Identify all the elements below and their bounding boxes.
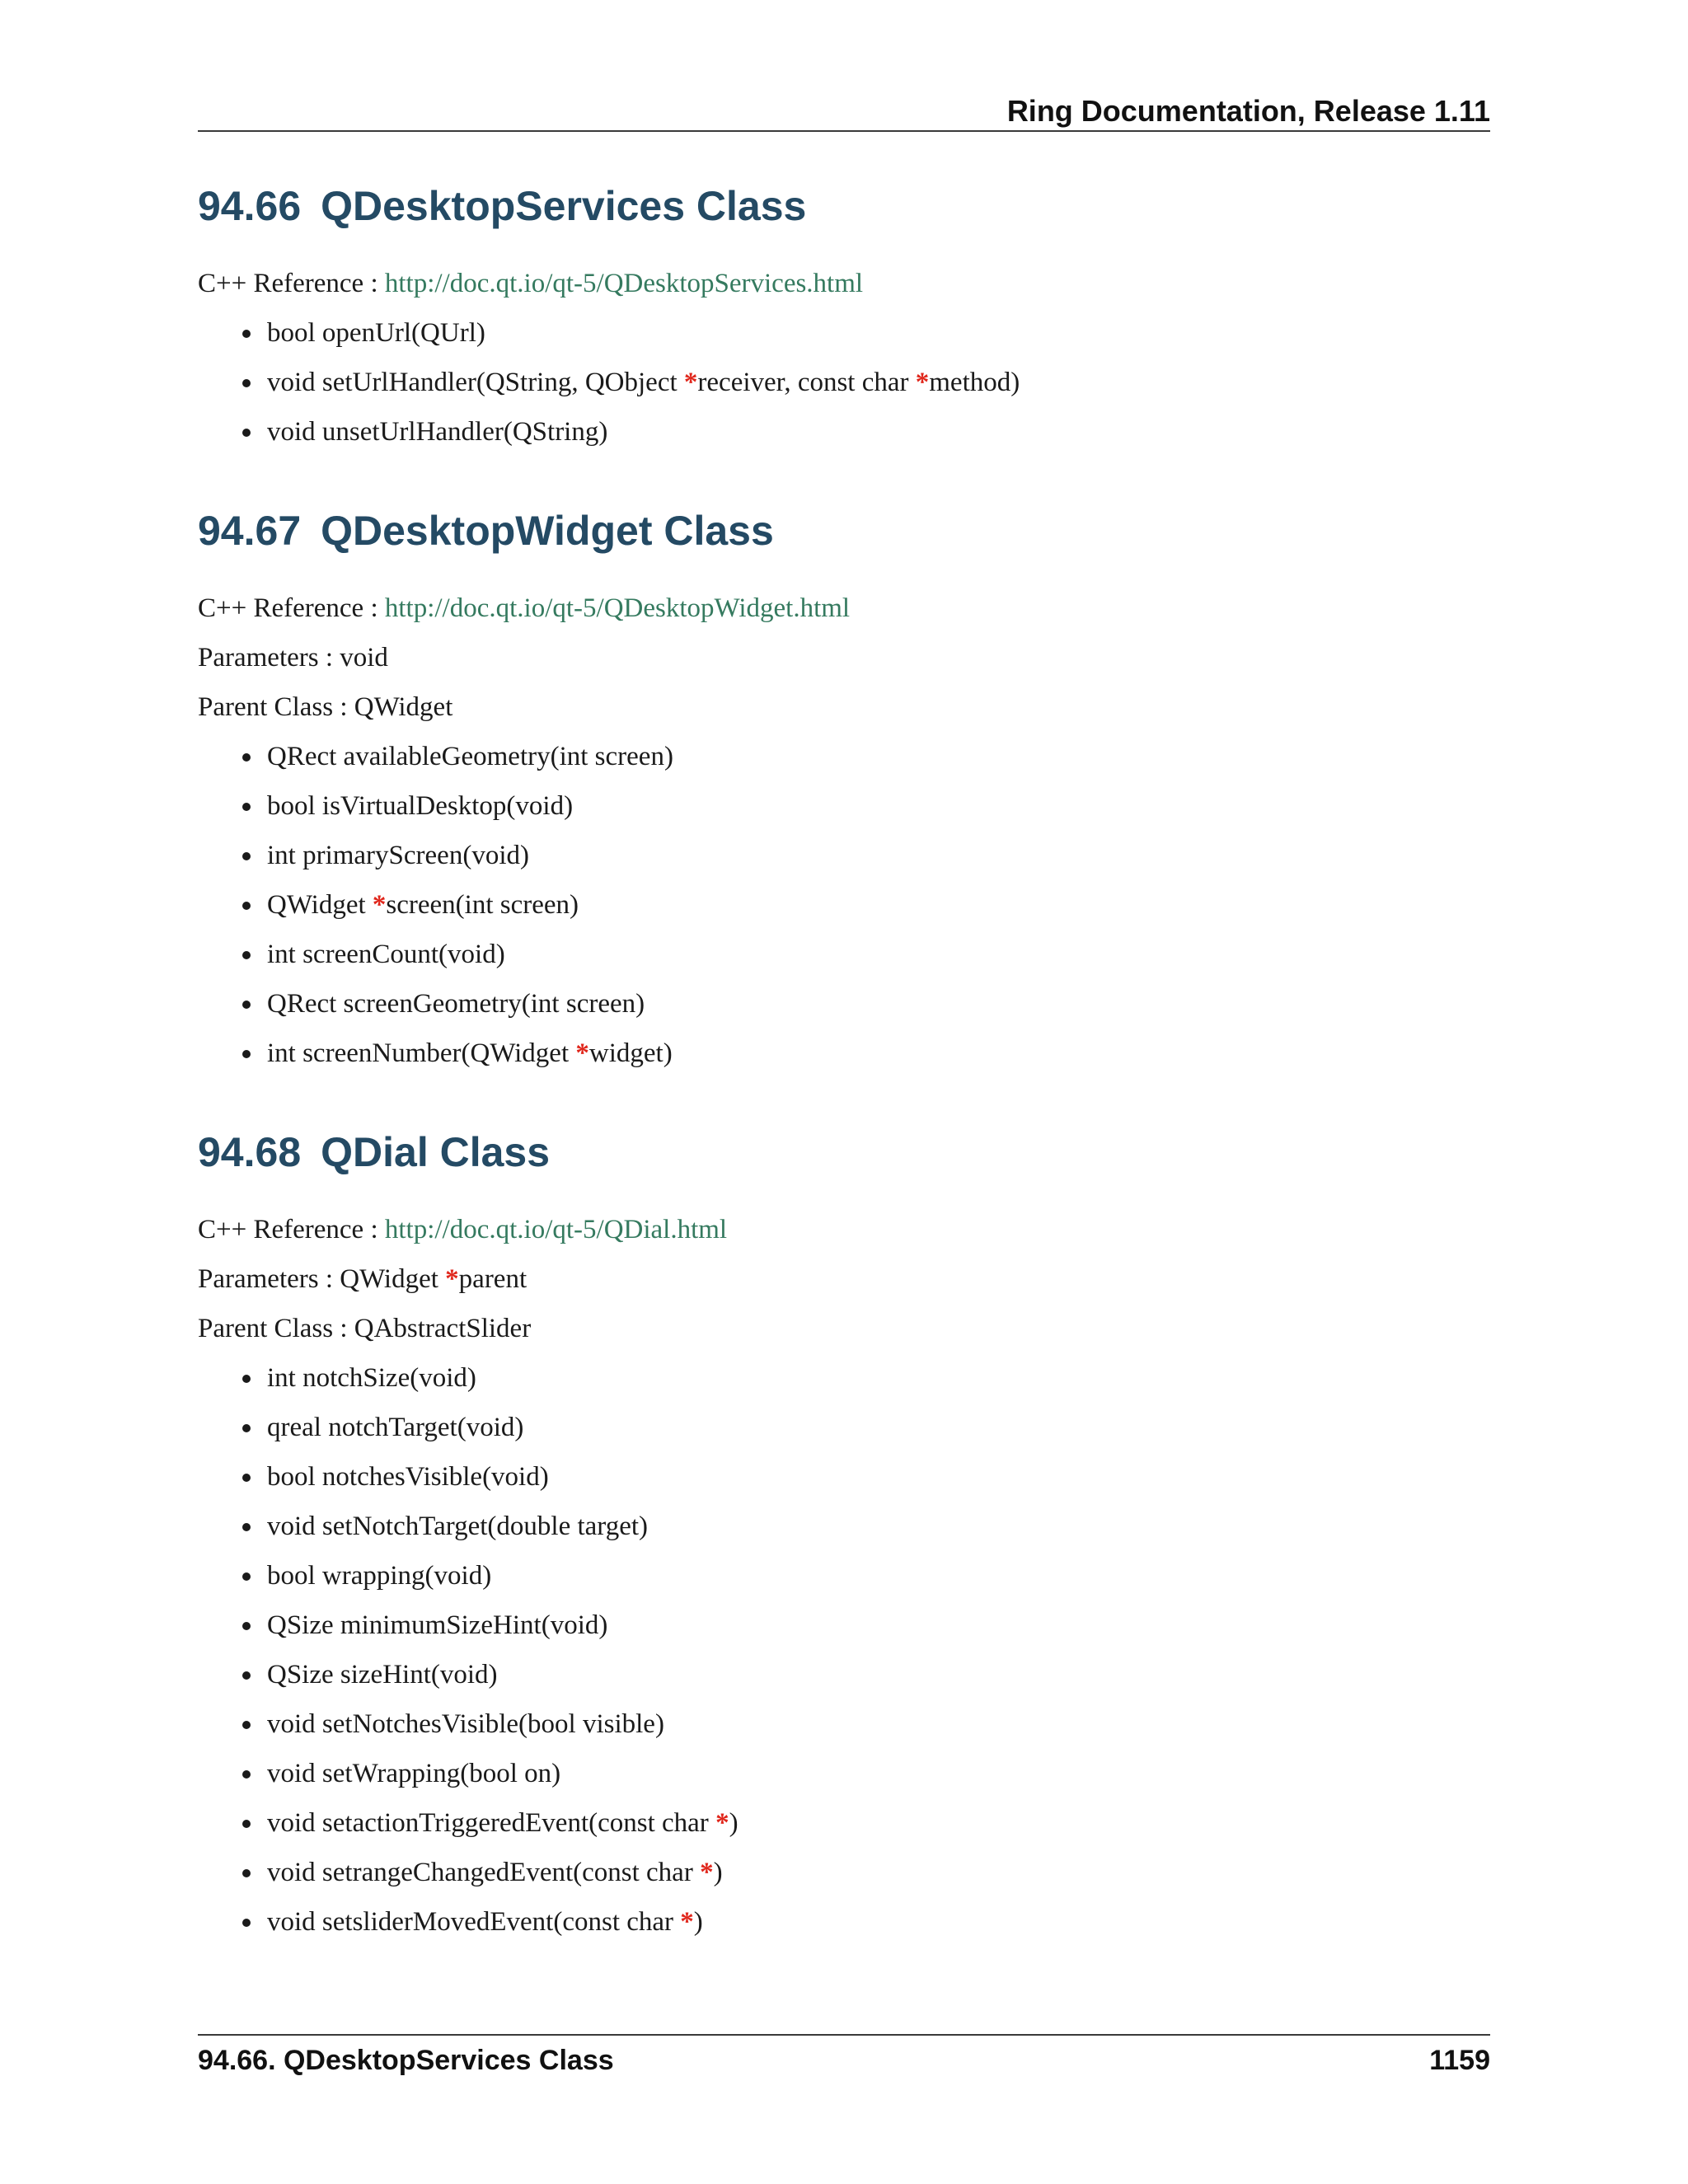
section-title: QDesktopWidget Class <box>321 508 774 554</box>
text-segment: Parameters : QWidget <box>198 1264 446 1294</box>
method-item <box>267 308 1490 358</box>
text-segment: int primaryScreen(void) <box>267 841 529 870</box>
text-segment: QWidget <box>267 890 373 920</box>
pointer-asterisk: * <box>915 368 930 397</box>
pointer-asterisk: * <box>575 1038 589 1068</box>
method-item <box>267 781 1490 831</box>
method-item <box>267 1601 1490 1650</box>
method-item <box>267 880 1490 930</box>
method-item <box>267 1403 1490 1452</box>
footer-page-number: 1159 <box>1429 2045 1490 2076</box>
text-segment: void setNotchesVisible(bool visible) <box>267 1709 664 1739</box>
method-item <box>267 1502 1490 1551</box>
cpp-reference-link[interactable]: http://doc.qt.io/qt-5/QDial.html <box>384 1215 728 1244</box>
footer-section-title: 94.66. QDesktopServices Class <box>198 2045 614 2076</box>
parameters-line <box>198 1254 1490 1304</box>
method-list <box>198 1353 1490 1947</box>
section-number: 94.67 <box>198 508 302 554</box>
text-segment: widget) <box>588 1038 673 1068</box>
section-title: QDial Class <box>321 1129 551 1175</box>
section-94-67 <box>198 506 1490 1078</box>
pointer-asterisk: * <box>683 368 698 397</box>
method-item <box>267 1029 1490 1078</box>
text-segment: void unsetUrlHandler(QString) <box>267 417 608 447</box>
text-segment: int screenCount(void) <box>267 940 505 969</box>
text-segment: QSize sizeHint(void) <box>267 1660 498 1690</box>
text-segment: void setWrapping(bool on) <box>267 1759 561 1788</box>
method-list <box>198 308 1490 457</box>
cpp-reference <box>198 583 1490 633</box>
pointer-asterisk: * <box>700 1858 714 1887</box>
section-94-68 <box>198 1127 1490 1947</box>
parent-class-line: Parent Class : QAbstractSlider <box>198 1314 532 1343</box>
section-94-66 <box>198 181 1490 457</box>
text-segment: void setUrlHandler(QString, QObject <box>267 368 684 397</box>
method-item <box>267 1798 1490 1848</box>
text-segment: screen(int screen) <box>386 890 579 920</box>
pointer-asterisk: * <box>445 1264 459 1294</box>
pointer-asterisk: * <box>680 1907 694 1937</box>
cpp-reference-link[interactable]: http://doc.qt.io/qt-5/QDesktopServices.html <box>384 269 864 298</box>
text-segment: bool openUrl(QUrl) <box>267 318 485 348</box>
text-segment: Parameters : void <box>198 643 388 673</box>
text-segment: bool isVirtualDesktop(void) <box>267 791 574 821</box>
text-segment: ) <box>693 1907 703 1937</box>
parent-class-line: Parent Class : QWidget <box>198 692 453 722</box>
text-segment: QRect availableGeometry(int screen) <box>267 742 673 771</box>
cpp-reference-link[interactable]: http://doc.qt.io/qt-5/QDesktopWidget.html <box>384 593 851 623</box>
method-item <box>267 732 1490 781</box>
text-segment: method) <box>929 368 1020 397</box>
text-segment: ) <box>729 1808 738 1838</box>
text-segment: void setrangeChangedEvent(const char <box>267 1858 701 1887</box>
text-segment: qreal notchTarget(void) <box>267 1413 524 1442</box>
text-segment: int notchSize(void) <box>267 1363 476 1393</box>
running-footer <box>198 2034 1490 2079</box>
cpp-reference-label: C++ Reference : <box>198 1215 385 1244</box>
method-item <box>267 1897 1490 1947</box>
text-segment: parent <box>458 1264 528 1294</box>
text-segment: void setactionTriggeredEvent(const char <box>267 1808 716 1838</box>
section-title: QDesktopServices Class <box>321 183 807 229</box>
cpp-reference <box>198 259 1490 308</box>
method-item <box>267 1551 1490 1601</box>
method-item <box>267 930 1490 979</box>
section-heading <box>198 506 1490 555</box>
method-item <box>267 1353 1490 1403</box>
text-segment: receiver, const char <box>697 368 916 397</box>
method-item <box>267 1452 1490 1502</box>
page-content <box>198 181 1490 1996</box>
running-header: Ring Documentation, Release 1.11 <box>198 92 1490 132</box>
text-segment: void setsliderMovedEvent(const char <box>267 1907 681 1937</box>
cpp-reference-label: C++ Reference : <box>198 269 385 298</box>
pointer-asterisk: * <box>372 890 387 920</box>
cpp-reference <box>198 1205 1490 1254</box>
text-segment: QRect screenGeometry(int screen) <box>267 989 645 1019</box>
text-segment: QSize minimumSizeHint(void) <box>267 1610 608 1640</box>
method-item <box>267 979 1490 1029</box>
method-item <box>267 831 1490 880</box>
cpp-reference-label: C++ Reference : <box>198 593 385 623</box>
text-segment: ) <box>713 1858 723 1887</box>
method-list <box>198 732 1490 1078</box>
section-heading <box>198 181 1490 231</box>
method-item <box>267 1749 1490 1798</box>
pointer-asterisk: * <box>715 1808 729 1838</box>
section-heading <box>198 1127 1490 1177</box>
method-item <box>267 358 1490 407</box>
text-segment: bool notchesVisible(void) <box>267 1462 549 1492</box>
text-segment: void setNotchTarget(double target) <box>267 1511 648 1541</box>
method-item <box>267 1848 1490 1897</box>
text-segment: int screenNumber(QWidget <box>267 1038 576 1068</box>
section-number: 94.66 <box>198 183 302 229</box>
section-number: 94.68 <box>198 1129 302 1175</box>
method-item <box>267 1650 1490 1699</box>
method-item <box>267 1699 1490 1749</box>
parameters-line <box>198 633 1490 682</box>
text-segment: bool wrapping(void) <box>267 1561 492 1591</box>
method-item <box>267 407 1490 457</box>
